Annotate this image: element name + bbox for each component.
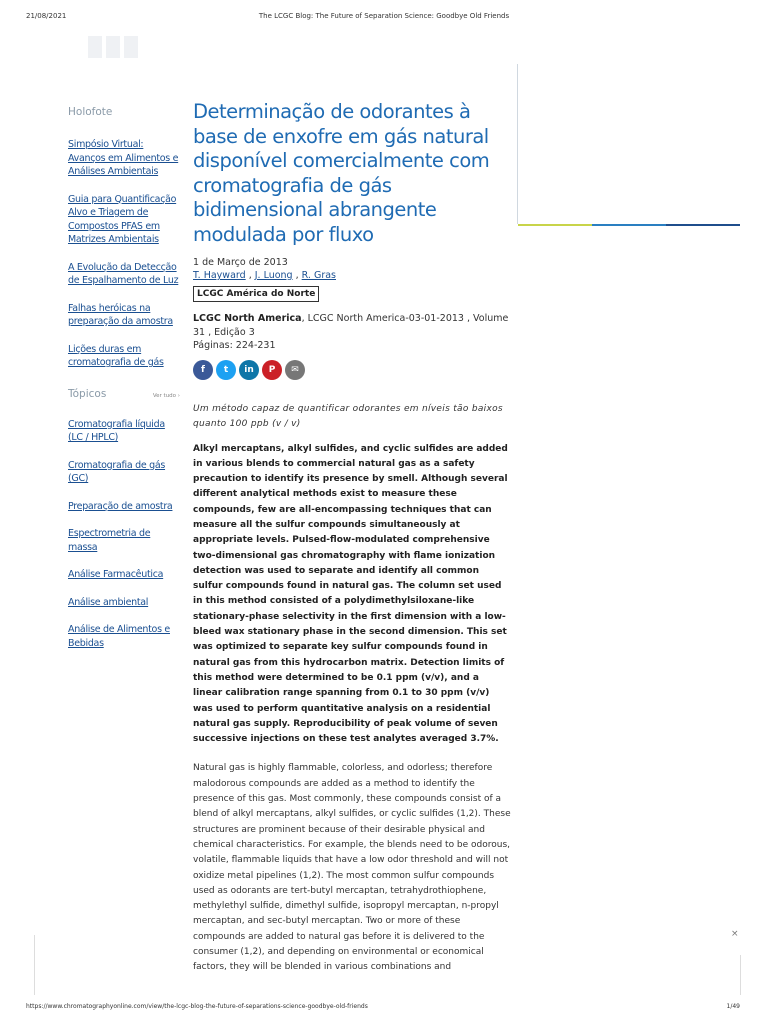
topics-heading: Tópicos [68,387,107,400]
email-icon[interactable]: ✉ [285,360,305,380]
see-all-link[interactable]: Ver tudo › [152,392,180,399]
topic-link[interactable]: Análise ambiental [68,596,149,608]
right-rail-accent-line [518,224,740,226]
article-title: Determinação de odorantes à base de enxofre em gás natural disponível comercialmente com cromatografia de gás bidimensional abrangente modulada por fluxo [193,100,490,246]
sidebar [68,106,180,664]
journal-badge[interactable]: LCGC América do Norte [193,286,319,302]
article-abstract: Alkyl mercaptans, alkyl sulfides, and cyclic sulfides are added in various blends to commercial natural gas as a safety precaution to identify its presence by smell. Although several different analytical methods exist to measure these compounds, few are all-encompassing techniques that can measure all the sulfur compounds simultaneously at appropriate levels. Pulsed-flow-modulated comprehensive two-dimensional gas chromatography with flame ionization detection was used to separate and identify all common sulfur compounds found in natural gas. The column set used in this method consisted of a polydimethylsiloxane-like stationary-phase selectivity in the first dimension with a low-bleed wax stationary phase in the second dimension. This set was optimized to separate key sulfur compounds found in natural gas from this hydrocarbon matrix. Detection limits of this method were determined to be 0.1 ppm (v/v), and a linear calibration range spanning from 0.1 to 30 ppm (v/v) was used to perform quantitative analysis on a residential natural gas supply. Reproducibility of peak volume of seven successive injections on these test analytes averaged 3.7%. [193,443,508,745]
citation [193,312,511,353]
author-link[interactable]: R. Gras [301,270,336,281]
left-edge-line [34,935,35,995]
print-date: 21/08/2021 [26,12,67,20]
spotlight-link[interactable]: A Evolução da Detecção de Espalhamento de Luz [68,261,179,286]
twitter-icon[interactable]: t [216,360,236,380]
spotlight-link[interactable]: Falhas heróicas na preparação da amostra [68,302,173,327]
publication-date: 1 de Março de 2013 [193,257,288,268]
author-link[interactable]: J. Luong [254,270,293,281]
spotlight-heading: Holofote [68,106,113,118]
accent-segment [666,224,740,226]
spotlight-link[interactable]: Guia para Quantificação Alvo e Triagem de Compostos PFAS em Matrizes Ambientais [68,193,177,245]
print-url: https://www.chromatographyonline.com/view/the-lcgc-blog-the-future-of-separations-science-goodbye-old-friends [26,1003,368,1010]
site-logo [86,30,146,64]
facebook-icon[interactable]: f [193,360,213,380]
accent-segment [592,224,666,226]
topic-link[interactable]: Análise Farmacêutica [68,569,164,580]
print-page-number: 1/49 [726,1003,740,1010]
spotlight-link[interactable]: Simpósio Virtual: Avanços em Alimentos e Análises Ambientais [68,139,179,177]
author-link[interactable]: T. Hayward [193,270,246,281]
print-page-title: The LCGC Blog: The Future of Separation Science: Goodbye Old Friends [258,12,510,20]
accent-segment [518,224,592,226]
share-bar [193,360,511,380]
topic-link[interactable]: Espectrometria de massa [68,528,151,553]
topic-link[interactable]: Análise de Alimentos e Bebidas [68,624,170,649]
topics-header [68,388,180,400]
pinterest-icon[interactable]: P [262,360,282,380]
citation-journal: LCGC North America [193,313,302,324]
article [193,100,511,976]
topic-link[interactable]: Cromatografia líquida (LC / HPLC) [68,418,165,443]
topic-link[interactable]: Cromatografia de gás (GC) [68,459,166,484]
article-body-paragraph: Natural gas is highly flammable, colorless, and odorless; therefore malodorous compounds are added as a method to identify the presence of this gas. Most commonly, these compounds consist of a blend of alkyl mercaptans, alkyl sulfides, or cyclic sulfides (1,2). These structures are prominent because of their desirable physical and chemical characteristics. For example, the blends need to be odorous, volatile, flammable liquids that have a low odor threshold and will not oxidize metal pipelines (1,2). The most common sulfur compounds used as odorants are tert-butyl mercaptan, tetrahydrothiophene, methylethyl sulfide, dimethyl sulfide, isopropyl mercaptan, n-propyl mercaptan, and sec-butyl mercaptan. Two or more of these compounds are added to natural gas before it is delivered to the consumer (1,2), and depending on environmental or economical factors, they will be blended in various combinations and [193,763,511,973]
page-range: Páginas: 224-231 [193,340,276,351]
citation-details: , LCGC North America-03-01-2013 , Volume 31 , Edição 3 [193,313,509,338]
article-subtitle: Um método capaz de quantificar odorantes em níveis tão baixos quanto 100 ppb (v / v) [193,403,503,429]
topic-link[interactable]: Preparação de amostra [68,500,173,512]
right-rail-divider [517,64,518,224]
right-edge-line [740,955,741,995]
linkedin-icon[interactable]: in [239,360,259,380]
close-icon[interactable]: × [731,929,739,939]
spotlight-link[interactable]: Lições duras em cromatografia de gás [68,343,164,368]
author-list: T. Hayward , J. Luong , R. Gras [193,270,336,281]
